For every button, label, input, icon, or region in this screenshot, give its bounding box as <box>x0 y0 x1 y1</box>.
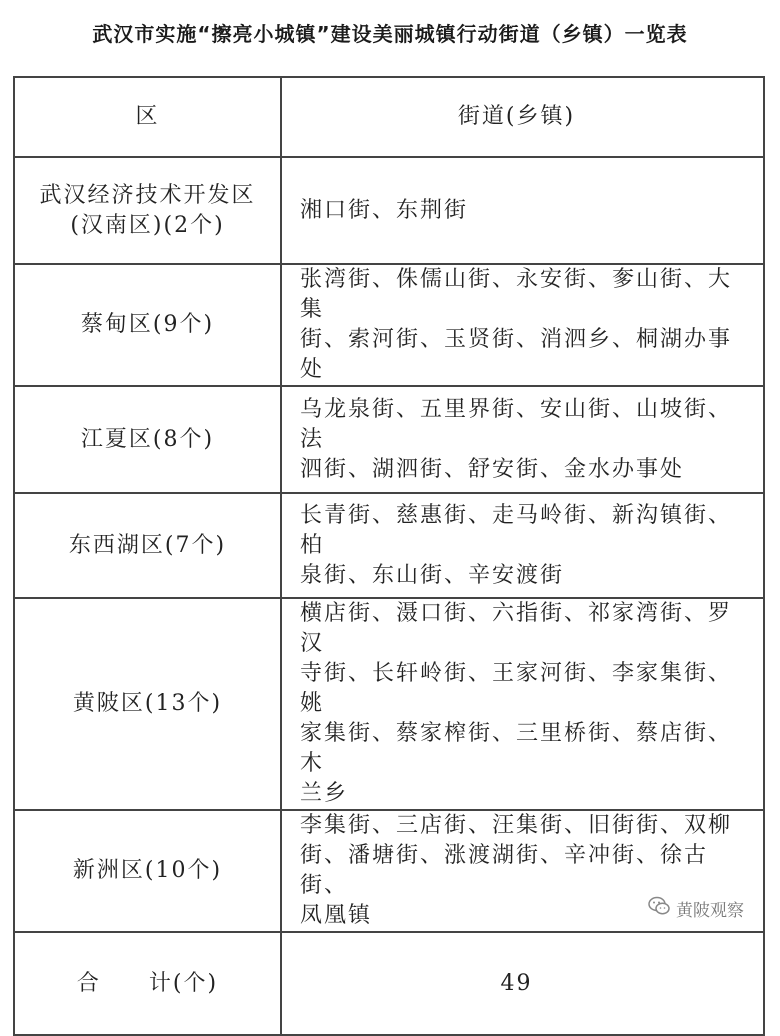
district-cell <box>14 598 281 810</box>
district-cell <box>14 386 281 493</box>
streets-line: 泗街、湖泗街、舒安街、金水办事处 <box>300 456 685 482</box>
streets-line: 泉街、东山街、辛安渡街 <box>300 562 565 588</box>
table-row <box>14 493 764 598</box>
district-line: 武汉经济技术开发区 <box>39 182 256 208</box>
streets-line: 兰乡 <box>300 781 349 806</box>
total-label: 合 计(个) <box>14 932 281 1035</box>
district-cell <box>14 157 281 264</box>
table-row <box>14 598 764 810</box>
table-row <box>14 157 764 264</box>
page-title: 武汉市实施“擦亮小城镇”建设美丽城镇行动街道（乡镇）一览表 <box>92 22 688 46</box>
district-cell <box>14 810 281 932</box>
total-value: 49 <box>281 932 764 1035</box>
table-row <box>14 386 764 493</box>
district-street-table <box>13 76 765 1036</box>
wechat-icon <box>648 896 670 921</box>
district-cell <box>14 264 281 386</box>
streets-line: 张湾街、侏儒山街、永安街、奓山街、大集 <box>300 267 733 322</box>
table-header-row <box>14 77 764 157</box>
streets-line: 家集街、蔡家榨街、三里桥街、蔡店街、木 <box>300 721 733 776</box>
total-row <box>14 932 764 1035</box>
streets-line: 李集街、三店街、汪集街、旧街街、双柳 <box>300 813 733 838</box>
district-line: 黄陂区(13个) <box>72 691 223 716</box>
district-line: 江夏区(8个) <box>80 426 215 452</box>
streets-cell <box>281 264 764 386</box>
district-line: 东西湖区(7个) <box>68 532 227 558</box>
streets-line: 街、索河街、玉贤街、消泗乡、桐湖办事处 <box>300 327 733 382</box>
streets-cell <box>281 493 764 598</box>
streets-cell <box>281 386 764 493</box>
streets-line: 街、潘塘街、涨渡湖街、辛冲街、徐古街、 <box>300 843 709 898</box>
streets-line: 横店街、滠口街、六指街、祁家湾街、罗汉 <box>300 601 733 656</box>
streets-line: 乌龙泉街、五里界街、安山街、山坡街、法 <box>300 396 733 452</box>
district-line: (汉南区)(2个) <box>70 212 225 238</box>
watermark <box>648 896 744 920</box>
table-row <box>14 264 764 386</box>
header-district: 区 <box>14 77 281 157</box>
streets-cell <box>281 598 764 810</box>
streets-cell <box>281 157 764 264</box>
streets-line: 寺街、长轩岭街、王家河街、李家集街、姚 <box>300 661 733 716</box>
streets-line: 长青街、慈惠街、走马岭街、新沟镇街、柏 <box>300 502 733 558</box>
district-cell <box>14 493 281 598</box>
district-line: 蔡甸区(9个) <box>80 312 215 337</box>
header-streets: 街道(乡镇) <box>281 77 764 157</box>
district-line: 新洲区(10个) <box>72 858 223 883</box>
watermark-text: 黄陂观察 <box>676 900 744 921</box>
streets-line: 湘口街、东荆街 <box>300 197 469 223</box>
streets-line: 凤凰镇 <box>300 903 373 928</box>
